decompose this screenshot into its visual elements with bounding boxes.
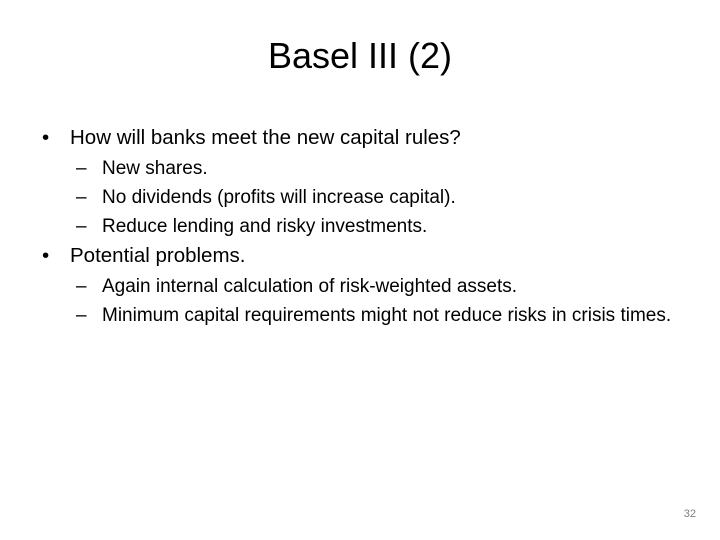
list-item-text: How will banks meet the new capital rules? (70, 126, 461, 149)
page-title: Basel III (2) (267, 35, 453, 76)
list-item (70, 213, 694, 240)
sub-bullet-list (70, 155, 694, 240)
list-item-text: Potential problems. (70, 244, 246, 267)
list-item-text: New shares. (102, 158, 208, 179)
bullet-dot-icon: • (42, 244, 50, 267)
page-number: 32 (683, 508, 696, 520)
sub-bullet-list (70, 273, 694, 329)
list-item (70, 155, 694, 182)
list-item (34, 124, 694, 240)
list-item-text: Minimum capital requirements might not reduce risks in crisis times. (102, 305, 672, 326)
list-item-text: Again internal calculation of risk-weighted assets. (102, 276, 518, 297)
list-item-text: No dividends (profits will increase capital). (102, 187, 456, 208)
bullet-dash-icon: – (76, 187, 87, 208)
bullet-dot-icon: • (42, 126, 50, 149)
slide-body (34, 124, 694, 331)
list-item (34, 242, 694, 329)
list-item (70, 184, 694, 211)
bullet-dash-icon: – (76, 305, 87, 326)
bullet-dash-icon: – (76, 276, 87, 297)
bullet-list (34, 124, 694, 329)
list-item (70, 273, 694, 300)
bullet-dash-icon: – (76, 158, 87, 179)
list-item (70, 302, 694, 329)
list-item-text: Reduce lending and risky investments. (102, 216, 428, 237)
bullet-dash-icon: – (76, 216, 87, 237)
